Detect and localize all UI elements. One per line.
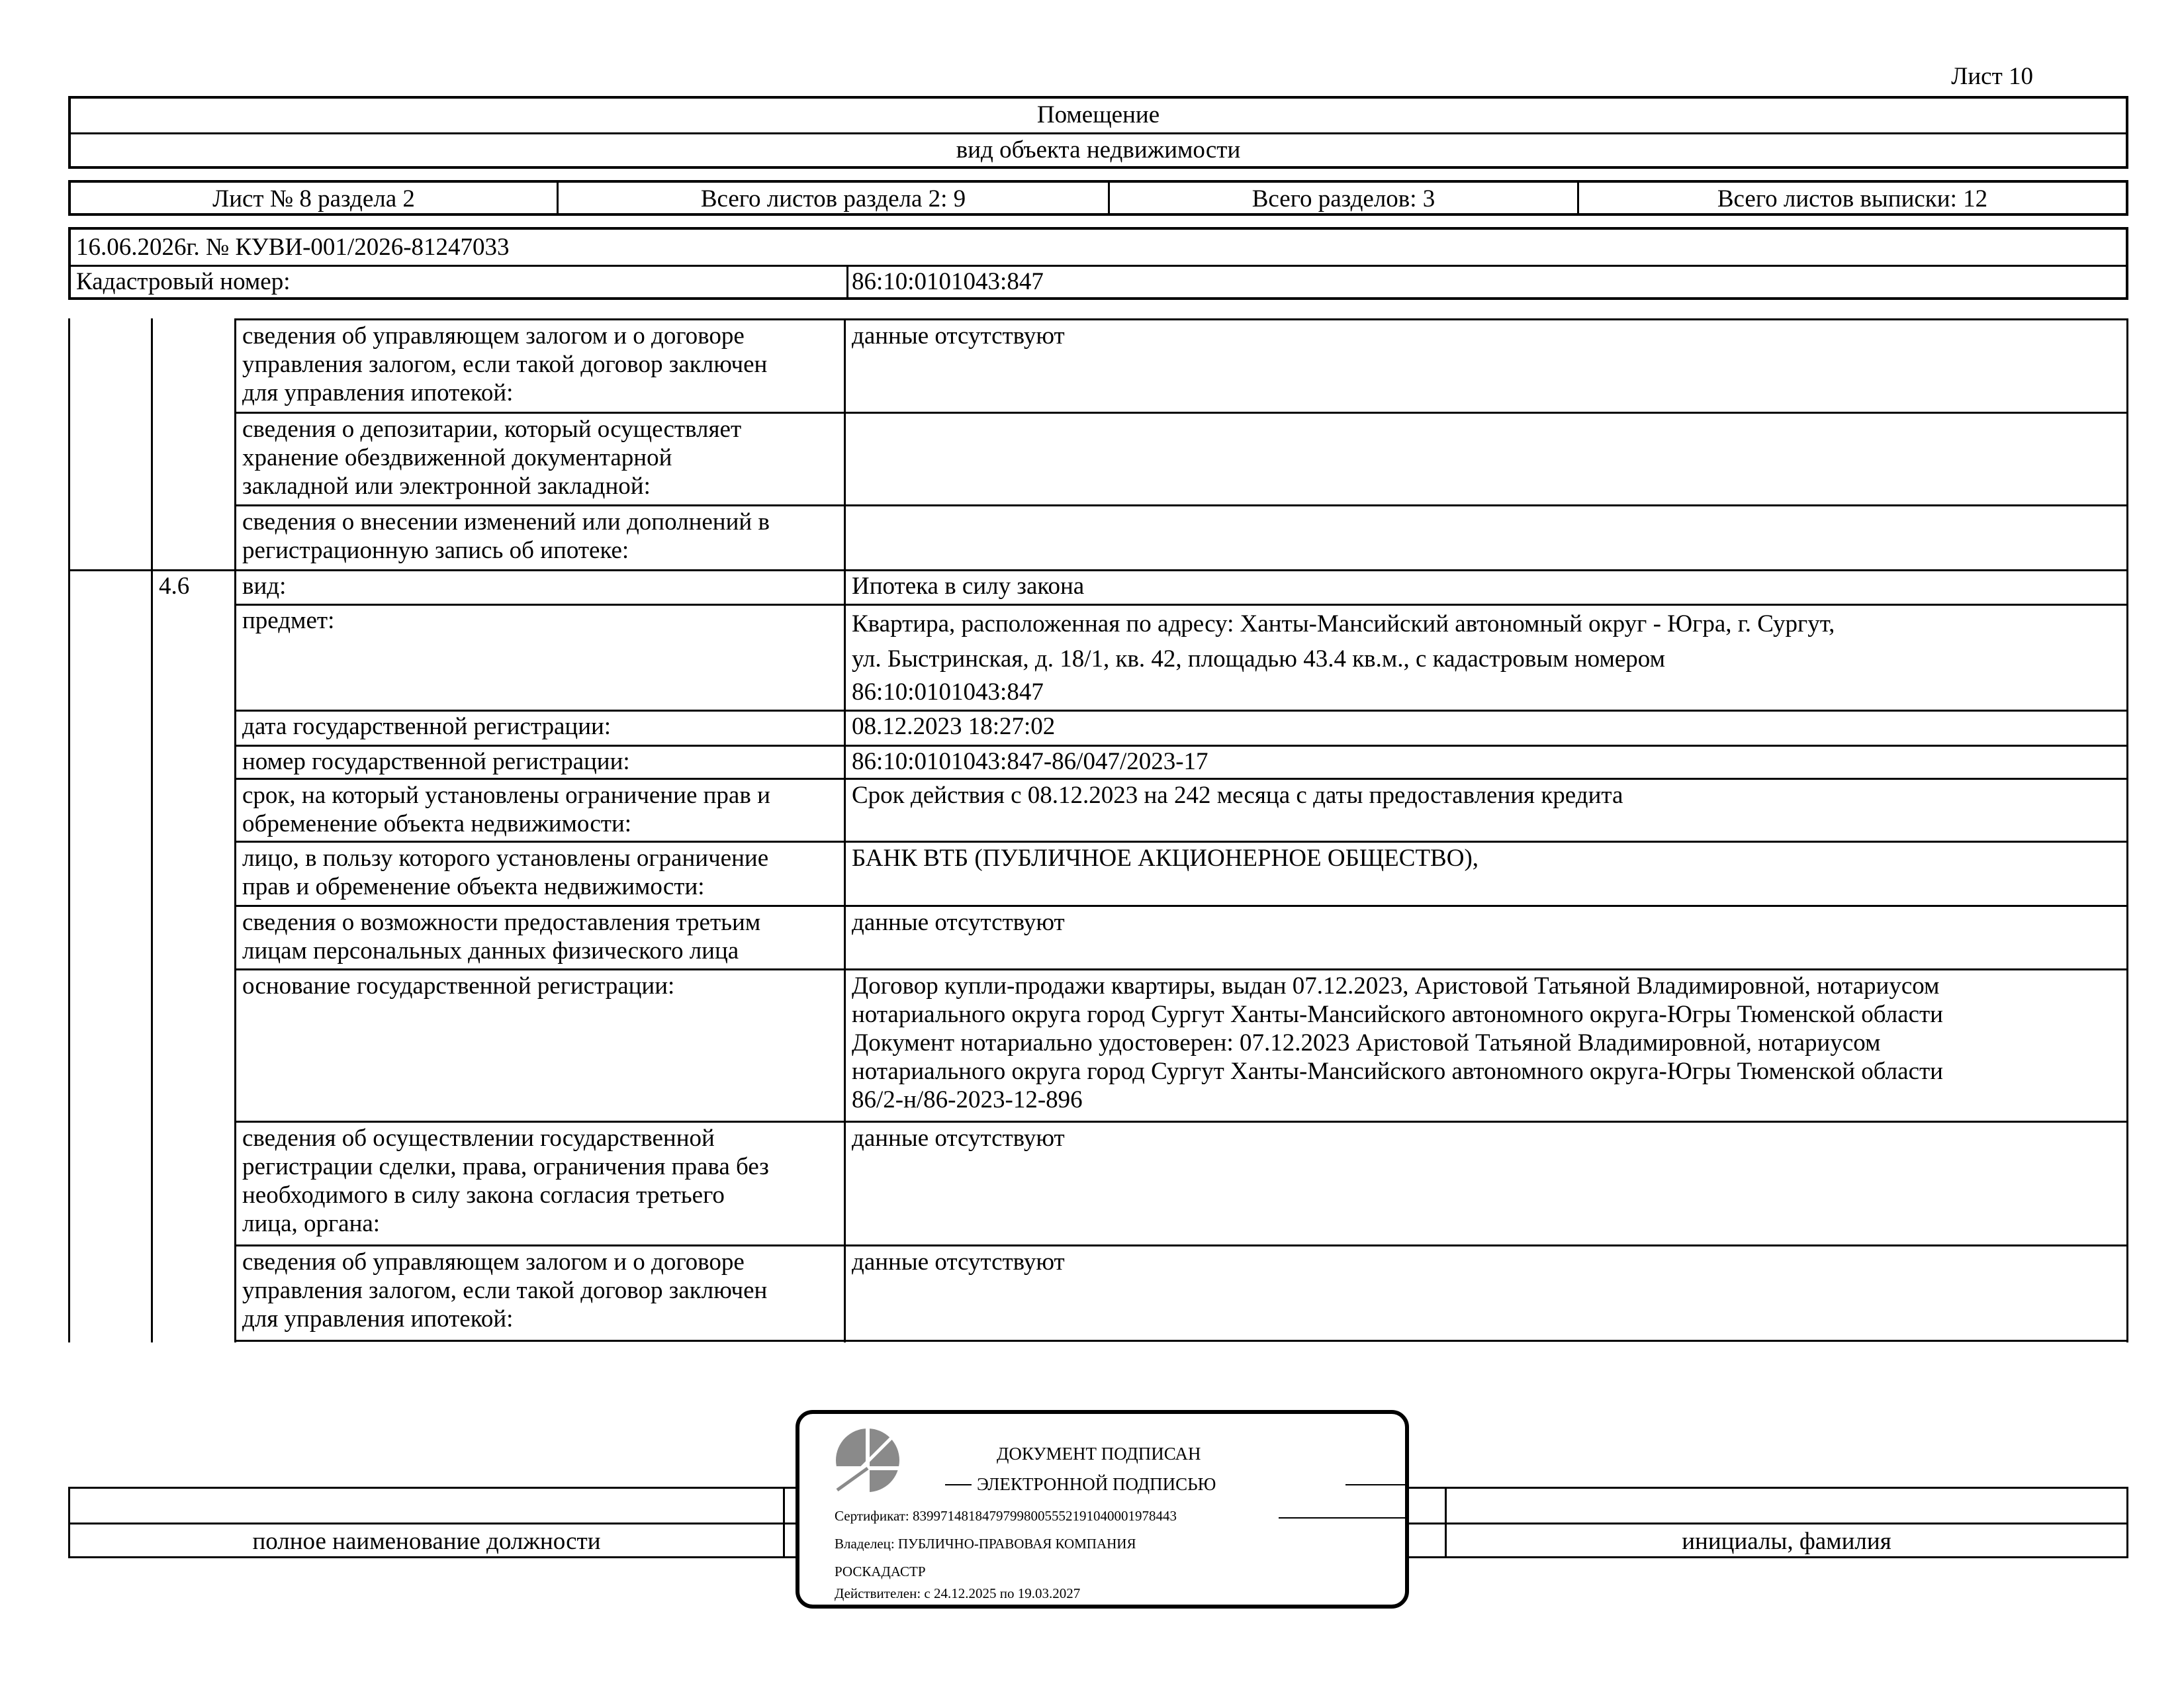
row-border	[234, 710, 2128, 712]
row-label: для управления ипотекой:	[242, 1305, 514, 1333]
row-border	[234, 504, 2128, 506]
row-value: данные отсутствуют	[852, 322, 1065, 350]
row-label: регистрационную запись об ипотеке:	[242, 537, 629, 564]
row-value: данные отсутствуют	[852, 1248, 1065, 1276]
position-caption: полное наименование должности	[252, 1528, 601, 1555]
row-label: дата государственной регистрации:	[242, 713, 612, 740]
e-signature-stamp	[796, 1410, 1409, 1609]
cadastral-value: 86:10:0101043:847	[852, 268, 1044, 295]
row-label: лицо, в пользу которого установлены ограничение	[242, 845, 769, 872]
row-value-line: 86/2-н/86-2023-12-896	[852, 1086, 1083, 1113]
row-value	[845, 606, 1835, 708]
row-value: 86:10:0101043:847-86/047/2023-17	[852, 748, 1208, 775]
row-border	[234, 745, 2128, 747]
row-label: обременение объекта недвижимости:	[242, 810, 632, 837]
row-value: Ипотека в силу закона	[852, 573, 1085, 600]
row-label: сведения о депозитарии, который осуществляет	[242, 416, 742, 443]
total-section-sheets: Всего листов раздела 2: 9	[700, 185, 966, 212]
right-border	[2126, 318, 2128, 1342]
sheet-of-section: Лист № 8 раздела 2	[212, 185, 415, 212]
stamp-line	[1345, 1484, 1408, 1485]
row-label: сведения о внесении изменений или дополнений в	[242, 508, 770, 536]
row-value: БАНК ВТБ (ПУБЛИЧНОЕ АКЦИОНЕРНОЕ ОБЩЕСТВО),	[852, 845, 1479, 872]
stamp-owner2: РОСКАДАСТР	[835, 1564, 926, 1579]
row-label: сведения о возможности предоставления третьим	[242, 909, 761, 936]
row-label: предмет:	[242, 607, 335, 634]
row-label: регистрации сделки, права, ограничения права без	[242, 1153, 769, 1180]
row-border	[234, 604, 2128, 606]
stamp-certificate: Сертификат: 839971481847979980055521910400019784​43	[835, 1508, 1177, 1524]
section-border	[68, 569, 2128, 571]
row-border	[234, 778, 2128, 780]
row-border	[234, 1244, 2128, 1246]
row-border	[234, 1340, 2128, 1342]
left-border	[68, 318, 70, 1342]
table-row	[236, 322, 843, 407]
label-value-divider	[844, 318, 846, 1342]
row-label: управления залогом, если такой договор заключен	[242, 351, 768, 378]
row-value-line: Квартира, расположенная по адресу: Ханты-Мансийский автономный округ - Югра, г. Сургут,	[852, 610, 1835, 637]
stamp-line2: ЭЛЕКТРОННОЙ ПОДПИСЬЮ	[977, 1474, 1216, 1494]
row-label: лица, органа:	[242, 1210, 381, 1237]
row-value-line: Документ нотариально удостоверен: 07.12.2023 Аристовой Татьяной Владимировной, нотариусом	[852, 1029, 1881, 1056]
row-value-line: Договор купли-продажи квартиры, выдан 07.12.2023, Аристовой Татьяной Владимировной, нотариусом	[852, 972, 1940, 1000]
table-row	[236, 508, 843, 565]
doc-ref: 16.06.2026г. № КУВИ-001/2026-81247033	[76, 234, 510, 261]
table-row	[236, 415, 843, 500]
row-label: основание государственной регистрации:	[242, 972, 675, 1000]
total-extract-sheets: Всего листов выписки: 12	[1717, 185, 1988, 212]
row-label: вид:	[242, 573, 287, 600]
row-label: срок, на который установлены ограничение прав и	[242, 782, 770, 809]
row-value: данные отсутствуют	[852, 1125, 1065, 1152]
total-sections: Всего разделов: 3	[1251, 185, 1435, 212]
row-label: управления залогом, если такой договор заключен	[242, 1277, 768, 1304]
row-border	[234, 318, 2128, 320]
row-label: номер государственной регистрации:	[242, 748, 630, 775]
row-border	[234, 1121, 2128, 1123]
row-border	[234, 412, 2128, 414]
name-caption: инициалы, фамилия	[1682, 1528, 1891, 1555]
row-value: данные отсутствуют	[852, 909, 1065, 936]
row-border	[234, 841, 2128, 843]
row-value: Срок действия с 08.12.2023 на 242 месяца с даты предоставления кредита	[852, 782, 1623, 809]
table-row	[236, 844, 768, 901]
table-row	[236, 1248, 767, 1333]
stamp-owner: Владелец: ПУБЛИЧНО-ПРАВОВАЯ КОМПАНИЯ	[835, 1536, 1136, 1552]
table-row	[236, 781, 770, 838]
sheet-label: Лист 10	[1951, 63, 2033, 90]
row-label: хранение обездвиженной документарной	[242, 444, 672, 471]
row-label: сведения об управляющем залогом и о договоре	[242, 322, 745, 350]
row-label: закладной или электронной закладной:	[242, 473, 651, 500]
stamp-line	[1279, 1517, 1408, 1519]
object-type-caption: вид объекта недвижимости	[956, 136, 1241, 164]
roskadastr-logo-icon	[835, 1427, 901, 1493]
row-label: сведения об осуществлении государственной	[242, 1125, 715, 1152]
row-border	[234, 968, 2128, 970]
row-border	[234, 905, 2128, 907]
divider	[783, 1489, 785, 1556]
stamp-line	[945, 1484, 972, 1485]
table-row	[236, 908, 760, 965]
table-row	[236, 1124, 769, 1238]
object-type: Помещение	[1036, 101, 1160, 128]
cadastral-label: Кадастровый номер:	[76, 268, 291, 295]
row-value: 08.12.2023 18:27:02	[852, 713, 1056, 740]
row-value	[845, 972, 1943, 1114]
row-value-line: 86:10:0101043:847	[852, 679, 1044, 706]
row-label: необходимого в силу закона согласия третьего	[242, 1182, 725, 1209]
stamp-line1: ДОКУМЕНТ ПОДПИСАН	[997, 1444, 1201, 1464]
section-number: 4.6	[159, 573, 190, 600]
row-value-line: нотариального округа город Сургут Ханты-Мансийского автономного округа-Югры Тюменской области	[852, 1001, 1943, 1028]
row-label: прав и обременение объекта недвижимости:	[242, 873, 705, 900]
row-label: для управления ипотекой:	[242, 379, 514, 406]
row-label: сведения об управляющем залогом и о договоре	[242, 1248, 745, 1276]
row-value-line: нотариального округа город Сургут Ханты-Мансийского автономного округа-Югры Тюменской области	[852, 1058, 1943, 1085]
row-value-line: ул. Быстринская, д. 18/1, кв. 42, площадью 43.4 кв.м., с кадастровым номером	[852, 645, 1665, 673]
row-label: лицам персональных данных физического лица	[242, 937, 739, 964]
stamp-valid: Действителен: с 24.12.2025 по 19.03.2027	[835, 1585, 1081, 1601]
number-column-border	[151, 318, 153, 1342]
